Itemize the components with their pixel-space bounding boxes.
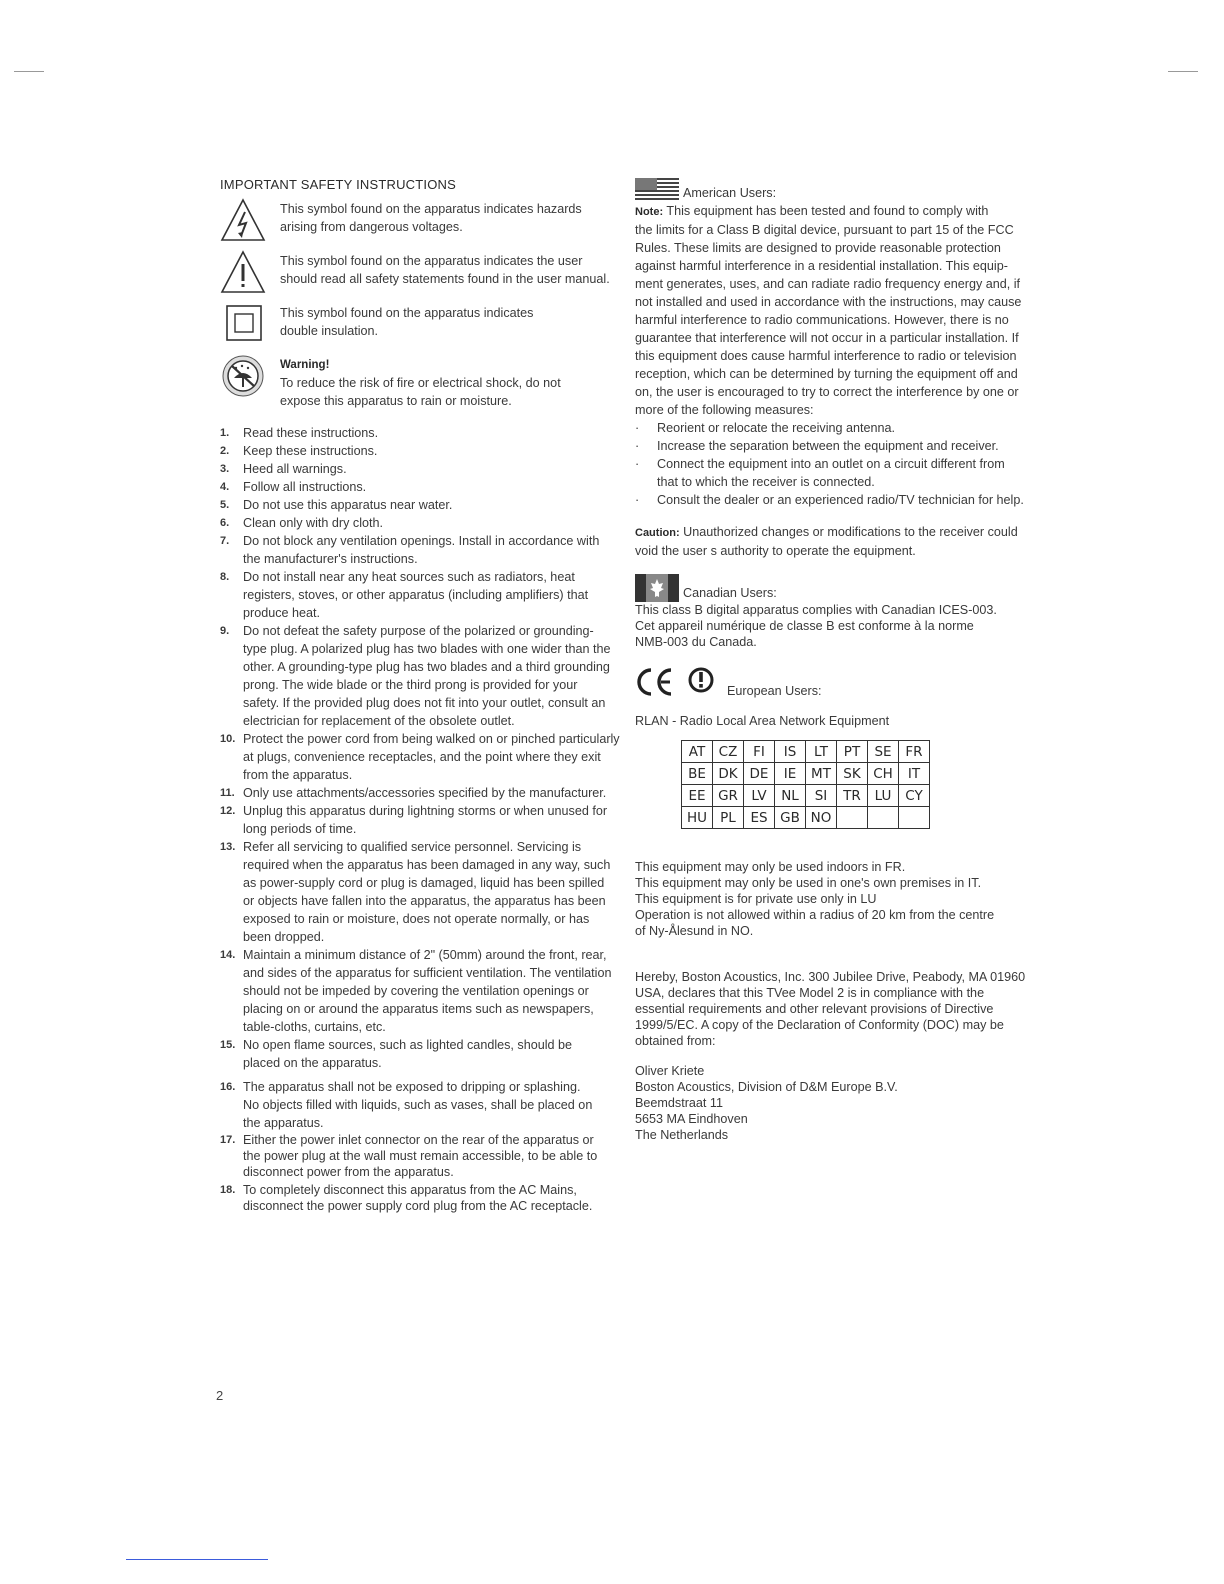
table-row: BE DK DE IE MT SK CH IT [682, 763, 930, 785]
canada-flag-icon [635, 574, 679, 602]
ce-alert-marks-icon [635, 664, 717, 700]
canadian-users-header [635, 574, 1035, 602]
symbol-row-exclamation [220, 250, 620, 294]
measure-item: · Connect the equipment into an outlet on a circuit different from that to which the receiver is connected. [635, 455, 1035, 491]
european-users-label: European Users: [727, 684, 822, 698]
instruction-item: 2. Keep these instructions. [220, 444, 378, 458]
crop-mark-right [1168, 71, 1198, 72]
compliance-column [635, 178, 1035, 1143]
measure-item: · Consult the dealer or an experienced radio/TV technician for help. [635, 491, 1035, 509]
warning-title: Warning! [280, 359, 330, 371]
instruction-item: 12. Unplug this apparatus during lightning storms or when unused for long periods of time. [220, 804, 608, 836]
canadian-compliance-text: This class B digital apparatus complies with Canadian ICES-003. Cet appareil numérique de classe B est conforme à la norme NMB-003 du Canada. [635, 603, 997, 649]
crop-mark-left [14, 71, 44, 72]
measure-item: · Reorient or relocate the receiving antenna. [635, 419, 1035, 437]
declaration-of-conformity: Hereby, Boston Acoustics, Inc. 300 Jubilee Drive, Peabody, MA 01960 USA, declares that this TVee Model 2 is in compliance with the essential requirements and other relevant provisions of Directive 1999/5/EC. A copy of the Declaration of Conformity (DOC) may be obtained from: [635, 970, 1026, 1048]
fcc-note: Note: This equipment has been tested and found to comply with the limits for a Class B digital device, pursuant to part 15 of the FCC Rules. These limits are designed to provide reasonable protection against harmful interference in a residential installation. This equip- ment generates, uses, and can radiate radio frequency energy and, if not installed and used in accordance with the instructions, may cause harmful interference to radio communications. However, there is no guarantee that interference will not occur in a particular installation. If this equipment does cause harmful interference to radio or television reception, which can be determined by turning the equipment off and on, the user is encouraged to try to correct the interference by one or more of the following measures: [635, 204, 1022, 417]
instruction-item: 17. Either the power inlet connector on the rear of the apparatus or the power plug at the wall must remain accessible, to be able to disconnect power from the apparatus. [220, 1133, 598, 1179]
rlan-label: RLAN - Radio Local Area Network Equipment [635, 714, 890, 728]
warning-text: Warning! To reduce the risk of fire or electrical shock, do not expose this apparatus to rain or moisture. [280, 354, 561, 410]
american-users-header [635, 178, 1035, 202]
instruction-item: 15. No open flame sources, such as lighted candles, should be placed on the apparatus. [220, 1038, 573, 1070]
no-rain-icon [220, 354, 266, 398]
instruction-item: 7. Do not block any ventilation openings. Install in accordance with the manufacturer's instructions. [220, 534, 600, 566]
warning-row [220, 354, 620, 410]
double-insulation-icon [220, 302, 266, 346]
safety-heading: IMPORTANT SAFETY INSTRUCTIONS [220, 177, 456, 192]
instruction-item: 14. Maintain a minimum distance of 2" (50mm) around the front, rear, and sides of the apparatus for sufficient ventilation. The ventilation should not be impeded by covering the ventilation openings or placing on or around the apparatus items such as newspapers, table-cloths, curtains, etc. [220, 948, 612, 1034]
lightning-triangle-icon [220, 198, 266, 242]
instruction-list [220, 424, 620, 1214]
table-row: HU PL ES GB NO [682, 807, 930, 829]
european-users-header [635, 664, 1035, 700]
symbol-row-double-insulation [220, 302, 620, 346]
instruction-item: 9. Do not defeat the safety purpose of the polarized or grounding- type plug. A polarized plug has two blades with one wider than the other. A grounding-type plug has two blades and a third grounding prong. The wide blade or the third prong is provided for your safety. If the provided plug does not fit into your outlet, consult an electrician for replacement of the obsolete outlet. [220, 624, 611, 728]
instruction-item: 3. Heed all warnings. [220, 462, 347, 476]
footer-rule [126, 1559, 268, 1560]
safety-column [220, 176, 620, 1214]
symbol-text-double-insulation: This symbol found on the apparatus indicates double insulation. [280, 306, 534, 338]
symbol-text-exclamation: This symbol found on the apparatus indicates the user should read all safety statements found in the user manual. [280, 254, 610, 286]
us-flag-icon [635, 178, 679, 202]
symbol-row-lightning [220, 198, 620, 242]
instruction-item: 18. To completely disconnect this apparatus from the AC Mains, disconnect the power supply cord plug from the AC receptacle. [220, 1183, 593, 1213]
table-row: AT CZ FI IS LT PT SE FR [682, 741, 930, 763]
page-number: 2 [216, 1388, 224, 1403]
instruction-item: 8. Do not install near any heat sources such as radiators, heat registers, stoves, or other apparatus (including amplifiers) that produce heat. [220, 570, 589, 620]
instruction-item: 16. The apparatus shall not be exposed to dripping or splashing. No objects filled with liquids, such as vases, shall be placed on the apparatus. [220, 1080, 593, 1130]
canadian-users-label: Canadian Users: [683, 586, 777, 600]
measure-item: · Increase the separation between the equipment and receiver. [635, 437, 1035, 455]
instruction-item: 1. Read these instructions. [220, 426, 379, 440]
instruction-item: 13. Refer all servicing to qualified service personnel. Servicing is required when the apparatus has been damaged in any way, such as power-supply cord or plug is damaged, liquid has been spilled or objects have fallen into the apparatus, the apparatus has been exposed to rain or moisture, does not operate normally, or has been dropped. [220, 840, 611, 944]
exclamation-triangle-icon [220, 250, 266, 294]
contact-address: Oliver Kriete Boston Acoustics, Division of D&M Europe B.V. Beemdstraat 11 5653 MA Eindhoven The Netherlands [635, 1064, 898, 1142]
instruction-item: 6. Clean only with dry cloth. [220, 516, 383, 530]
instruction-item: 5. Do not use this apparatus near water. [220, 498, 453, 512]
table-row: EE GR LV NL SI TR LU CY [682, 785, 930, 807]
american-users-label: American Users: [683, 186, 777, 200]
fcc-caution: Caution: Unauthorized changes or modifications to the receiver could void the user s authority to operate the equipment. [635, 525, 1018, 558]
canadian-users-section [635, 574, 1035, 650]
instruction-item: 4. Follow all instructions. [220, 480, 367, 494]
country-table [681, 740, 930, 829]
instruction-item: 11. Only use attachments/accessories specified by the manufacturer. [220, 786, 607, 800]
country-restrictions: This equipment may only be used indoors in FR. This equipment may only be used in one's own premises in IT. This equipment is for private use only in LU Operation is not allowed within a radius of 20 km from the centre of Ny-Ålesund in NO. [635, 860, 995, 938]
fcc-measures-list [635, 419, 1035, 509]
instruction-item: 10. Protect the power cord from being walked on or pinched particularly at plugs, convenience receptacles, and the point where they exit from the apparatus. [220, 732, 620, 782]
symbol-text-lightning: This symbol found on the apparatus indicates hazards arising from dangerous voltages. [280, 202, 582, 234]
